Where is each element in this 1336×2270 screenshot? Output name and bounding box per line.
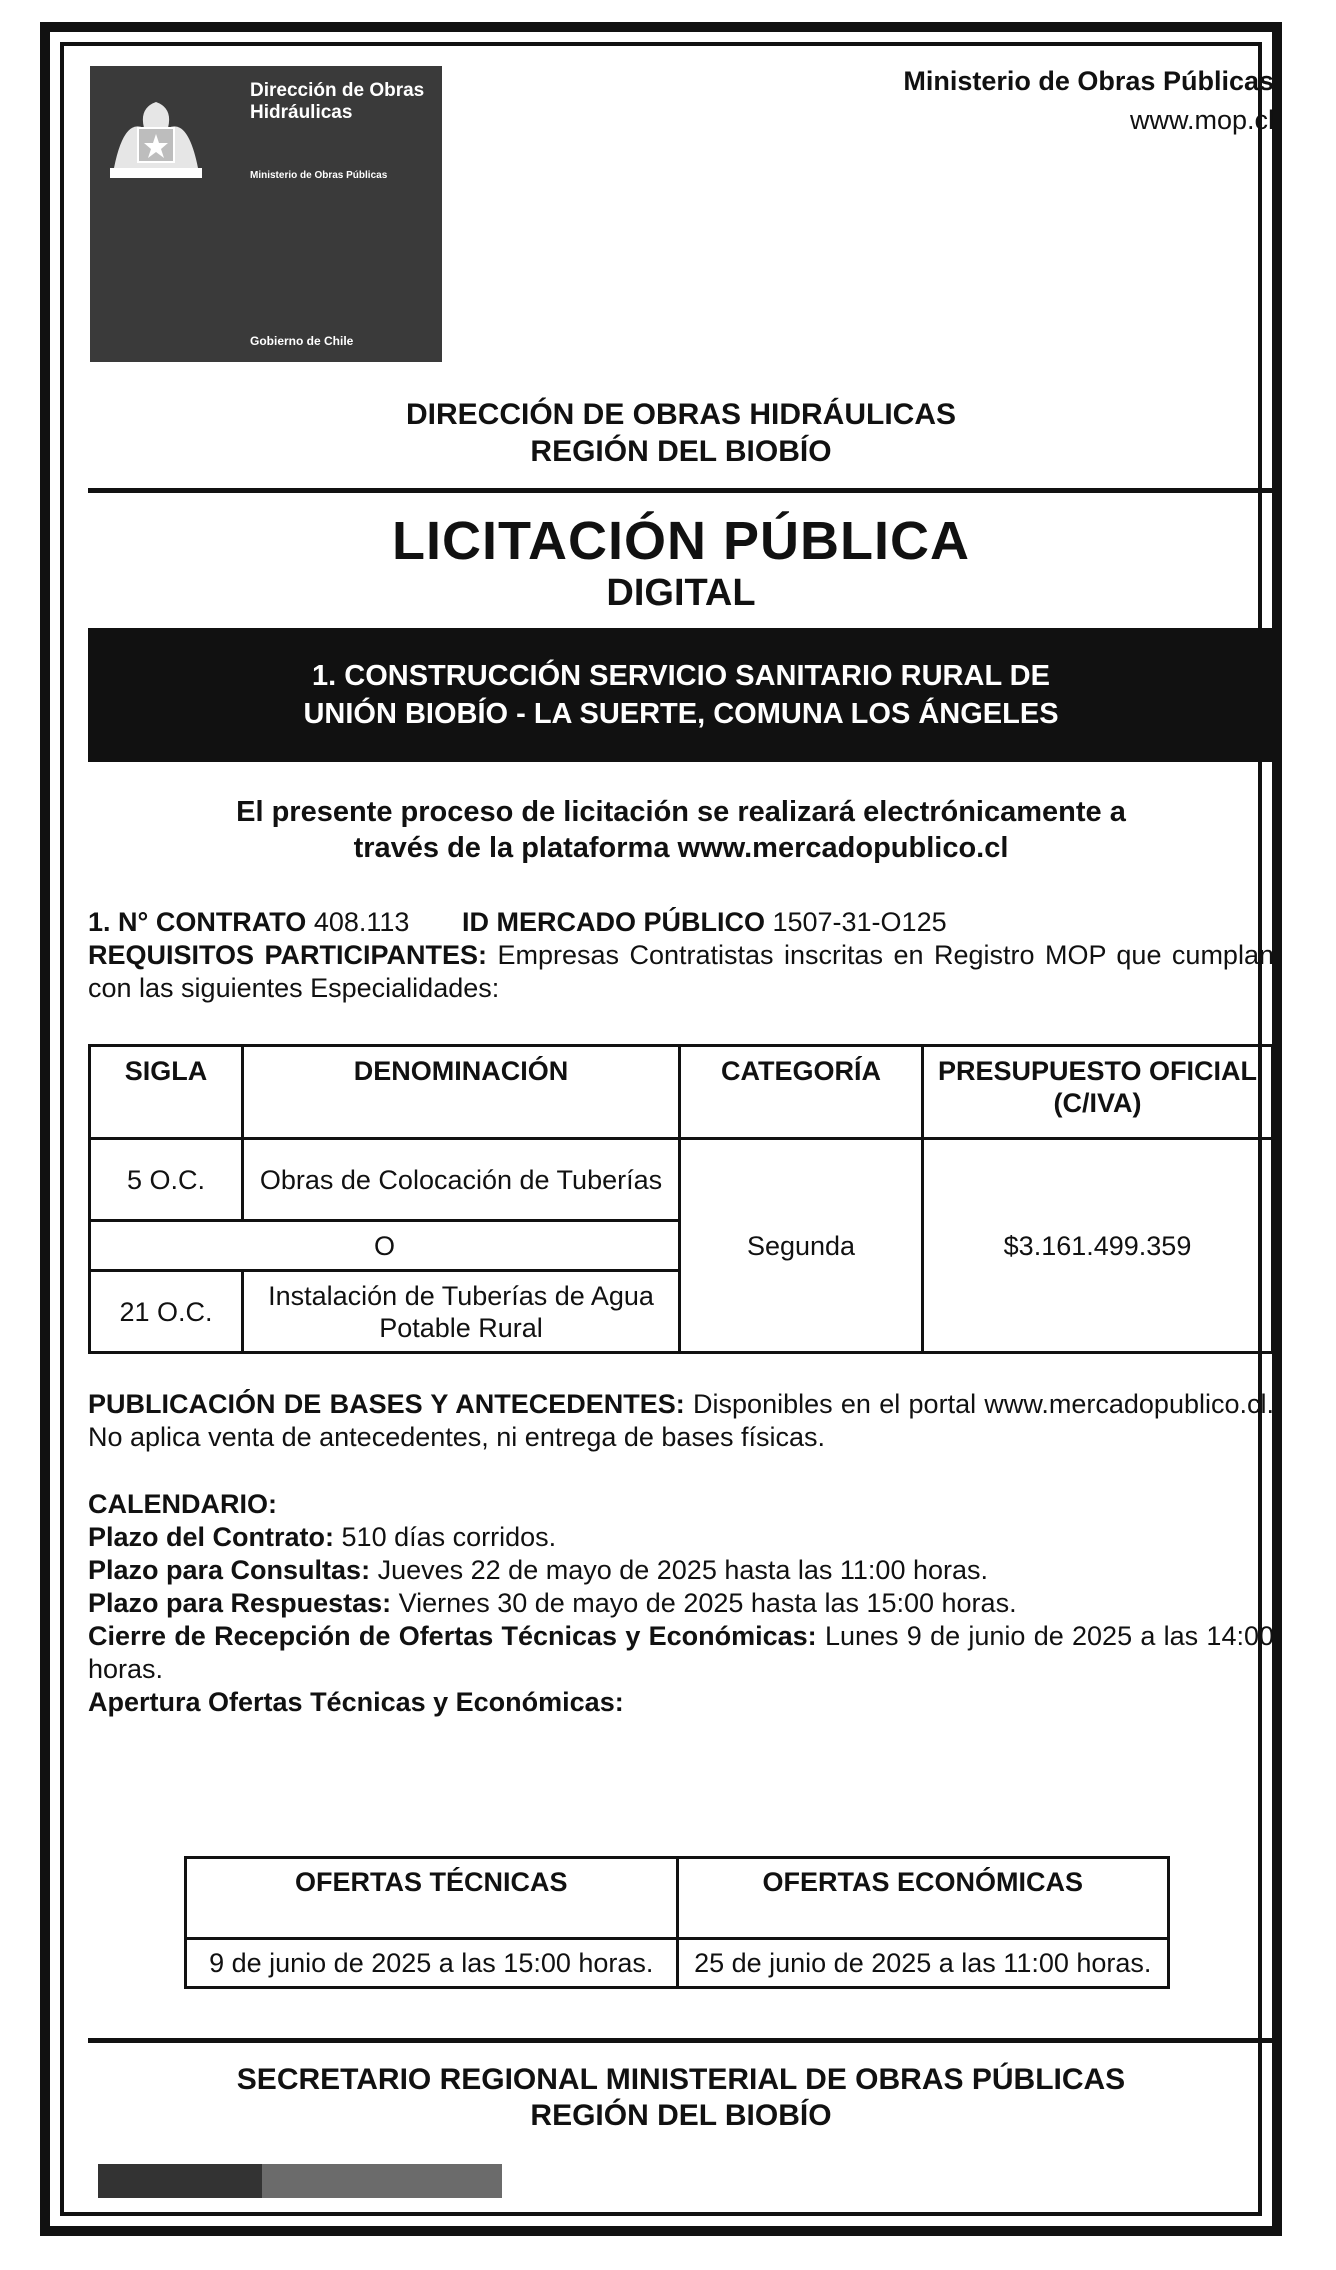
intro-line2: través de la plataforma www.mercadopublico.cl [353,832,1009,864]
cierre-ofertas [88,1620,1274,1686]
footer-bar-dark [98,2164,262,2198]
contract-info [88,906,1274,1005]
opening-dates-table [184,1856,1170,1989]
col-tecnicas: OFERTAS TÉCNICAS [186,1858,678,1939]
cierre-label: Cierre de Recepción de Ofertas Técnicas y Económicas: [88,1621,817,1651]
signature-block [88,2062,1274,2134]
publication-text: Disponibles en el portal www.mercadopublico.cl. No aplica venta de antecedentes, ni entrega de bases físicas. [88,1389,1274,1452]
contract-label: 1. N° CONTRATO [88,907,307,937]
intro-line1: El presente proceso de licitación se realizará electrónicamente a [236,796,1126,828]
signature-line2: REGIÓN DEL BIOBÍO [530,2099,832,2132]
project-line2: UNIÓN BIOBÍO - LA SUERTE, COMUNA LOS ÁNGELES [303,698,1059,730]
table-header-row [186,1858,1169,1939]
divider [88,488,1274,493]
requirements-label: REQUISITOS PARTICIPANTES: [88,940,487,970]
logo-subtitle: Ministerio de Obras Públicas [250,170,388,181]
economicas-date: 25 de junio de 2025 a las 11:00 horas. [677,1939,1169,1988]
direction-line1: DIRECCIÓN DE OBRAS HIDRÁULICAS [405,398,957,431]
notice-title: LICITACIÓN PÚBLICA [392,511,970,571]
plazo-respuestas [88,1587,1274,1620]
project-line1: 1. CONSTRUCCIÓN SERVICIO SANITARIO RURAL DE [312,660,1050,692]
ministry-name: Ministerio de Obras Públicas [903,66,1274,96]
publication-info [88,1388,1274,1454]
sigla-cell: 21 O.C. [90,1271,243,1353]
categoria-cell: Segunda [680,1139,923,1353]
requirements [88,939,1274,1005]
table-header-row [90,1046,1273,1139]
respuestas-label: Plazo para Respuestas: [88,1588,392,1618]
col-denominacion: DENOMINACIÓN [243,1046,680,1139]
footer-bar-grey [262,2164,502,2198]
table-row [186,1939,1169,1988]
col-economicas: OFERTAS ECONÓMICAS [677,1858,1169,1939]
specialties-table [88,1044,1274,1354]
plazo-consultas [88,1554,1274,1587]
plazo-contrato-label: Plazo del Contrato: [88,1522,335,1552]
table-row [90,1139,1273,1221]
contract-line [88,906,1274,939]
sigla-cell: 5 O.C. [90,1139,243,1221]
ministry-url: www.mop.cl [1129,105,1274,135]
dirección-obras-hidráulicas-logo [90,66,442,362]
requirements-text: Empresas Contratistas inscritas en Registro MOP que cumplan con las siguientes Especialidades: [88,940,1274,1003]
ministry-header [674,66,1274,136]
signature-line1: SECRETARIO REGIONAL MINISTERIAL DE OBRAS PÚBLICAS [236,2063,1126,2096]
logo-footer: Gobierno de Chile [250,334,354,348]
mercado-id-label: ID MERCADO PÚBLICO [461,907,765,937]
presupuesto-cell: $3.161.499.359 [923,1139,1273,1353]
plazo-contrato [88,1521,1274,1554]
apertura-label: Apertura Ofertas Técnicas y Económicas: [88,1687,624,1717]
chile-coat-of-arms-icon [104,88,208,184]
divider [88,2038,1274,2043]
calendar-label: CALENDARIO: [88,1489,277,1519]
or-cell: O [90,1221,680,1271]
denominacion-cell: Obras de Colocación de Tuberías [243,1139,680,1221]
consultas-label: Plazo para Consultas: [88,1555,371,1585]
direction-heading [88,396,1274,470]
notice-subtitle: DIGITAL [606,572,756,614]
project-banner [88,628,1274,762]
consultas-text: Jueves 22 de mayo de 2025 hasta las 11:00 horas. [377,1555,989,1585]
respuestas-text: Viernes 30 de mayo de 2025 hasta las 15:00 horas. [398,1588,1017,1618]
logo-title: Dirección de Obras Hidráulicas [250,80,425,123]
direction-line2: REGIÓN DEL BIOBÍO [530,435,832,468]
col-presupuesto: PRESUPUESTO OFICIAL (C/IVA) [923,1046,1273,1139]
mercado-id-value: 1507-31-O125 [772,907,947,937]
denominacion-cell: Instalación de Tuberías de Agua Potable Rural [243,1271,680,1353]
col-categoria: CATEGORÍA [680,1046,923,1139]
cierre-text: Lunes 9 de junio de 2025 a las 14:00 horas. [88,1621,1274,1684]
col-sigla: SIGLA [90,1046,243,1139]
plazo-contrato-text: 510 días corridos. [341,1522,557,1552]
publication-label: PUBLICACIÓN DE BASES Y ANTECEDENTES: [88,1389,685,1419]
intro-text [88,794,1274,866]
contract-number: 408.113 [313,907,410,937]
calendar-section [88,1488,1274,1719]
tecnicas-date: 9 de junio de 2025 a las 15:00 horas. [186,1939,678,1988]
